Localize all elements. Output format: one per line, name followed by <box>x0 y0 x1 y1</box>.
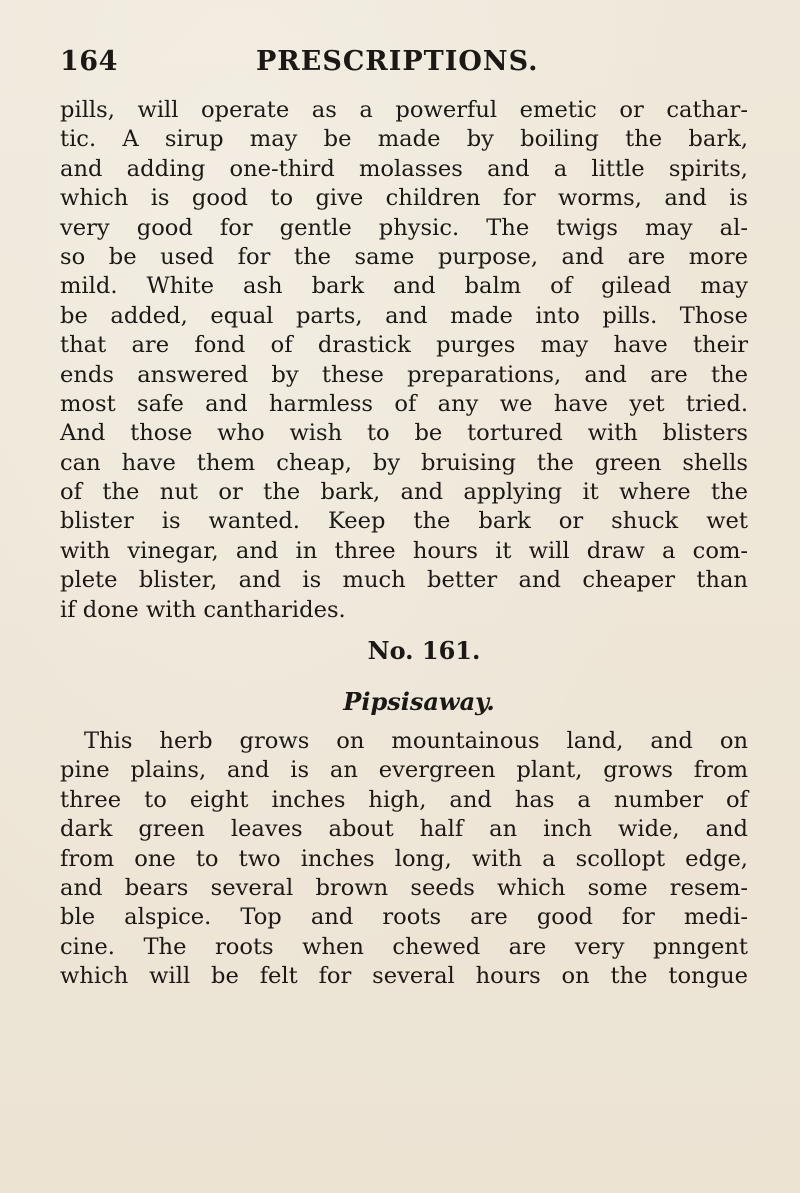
text-line: so be used for the same purpose, and are more <box>60 243 748 270</box>
text-line: And those who wish to be tortured with blisters <box>60 420 748 447</box>
text-line: tic. A sirup may be made by boiling the bark, <box>60 126 748 153</box>
text-line: which will be felt for several hours on the tongue <box>60 963 748 990</box>
text-line: if done with cantharides. <box>60 596 346 623</box>
text-line: ends answered by these preparations, and are the <box>60 361 748 388</box>
text-line: and adding one-third molasses and a little spirits, <box>60 155 748 182</box>
text-line: of the nut or the bark, and applying it where the <box>60 479 748 506</box>
page-header <box>60 44 740 86</box>
text-line: three to eight inches high, and has a number of <box>60 786 748 813</box>
text-line: with vinegar, and in three hours it will draw a com- <box>60 537 748 564</box>
text-line: dark green leaves about half an inch wide, and <box>60 816 748 843</box>
text-line: very good for gentle physic. The twigs may al- <box>60 214 748 241</box>
text-line: mild. White ash bark and balm of gilead may <box>60 273 748 300</box>
text-line: and bears several brown seeds which some resem- <box>60 874 748 901</box>
paragraph-continuation <box>60 96 748 625</box>
text-line: cine. The roots when chewed are very pnngent <box>60 933 748 960</box>
text-line: plete blister, and is much better and cheaper than <box>60 567 748 594</box>
text-line: pine plains, and is an evergreen plant, grows from <box>60 757 748 784</box>
text-line: from one to two inches long, with a scollopt edge, <box>60 845 748 872</box>
running-title: PRESCRIPTIONS. <box>256 46 539 77</box>
text-line: ble alspice. Top and roots are good for medi- <box>60 904 748 931</box>
text-line: blister is wanted. Keep the bark or shuck wet <box>60 508 748 535</box>
text-line: which is good to give children for worms, and is <box>60 185 748 212</box>
body-text <box>60 96 748 992</box>
recipe-name: Pipsisaway. <box>343 687 495 717</box>
text-line: pills, will operate as a powerful emetic or cathar- <box>60 97 748 123</box>
page-number: 164 <box>60 46 118 77</box>
text-line: be added, equal parts, and made into pills. Those <box>60 302 748 329</box>
text-line: that are fond of drastick purges may have their <box>60 332 748 359</box>
recipe-number: No. 161. <box>367 636 481 666</box>
text-line: can have them cheap, by bruising the green shells <box>60 449 748 476</box>
text-line: This herb grows on mountainous land, and on <box>84 728 748 755</box>
text-line: most safe and harmless of any we have yet tried. <box>60 390 748 417</box>
paragraph-pipsisaway <box>60 727 748 992</box>
